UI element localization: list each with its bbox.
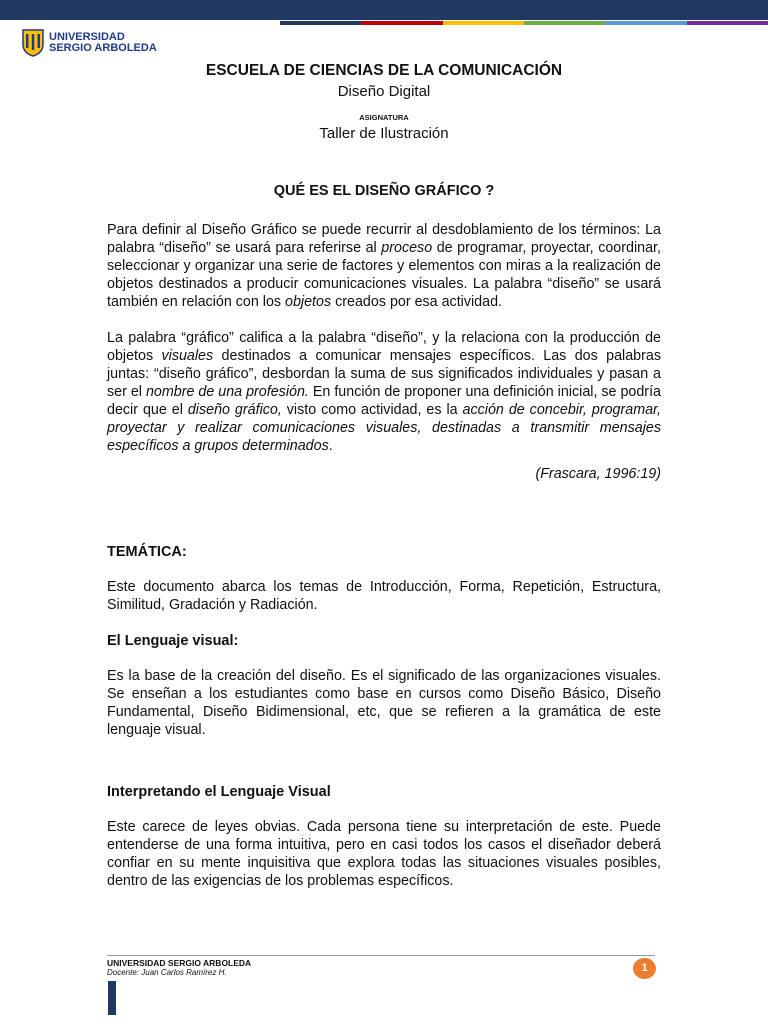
heading-tematica: TEMÁTICA:: [107, 544, 187, 560]
emphasis-objetos: objetos: [285, 294, 332, 310]
stripe-5: [605, 21, 686, 25]
text-run: creados por esa actividad.: [331, 294, 503, 310]
stripe-1: [280, 21, 361, 25]
emphasis-definition: acción de concebir, programar, proyectar y realizar comunicaciones visuales, destinadas a transmitir mensajes específicos a grupos determinados: [107, 402, 661, 454]
emphasis-visuales: visuales: [161, 348, 214, 364]
text-run: Para definir al Diseño Gráfico se puede recurrir al desdoblamiento de los términos: La palabra “diseño” se usará para referirse al: [107, 222, 661, 256]
course-name: Taller de Ilustración: [319, 125, 449, 142]
heading-interpretando: Interpretando el Lenguaje Visual: [107, 784, 331, 800]
paragraph-lenguaje-visual: Es la base de la creación del diseño. Es el significado de las organizaciones visuales. Se enseñan a los estudiantes como base en cursos como Diseño Básico, Diseño Fundamental, Diseño Bidimensional, etc, que se refieren a la gramática de este lenguaje visual.: [107, 668, 661, 738]
footer-docente: Docente: Juan Carlos Ramírez H.: [107, 968, 227, 977]
university-logo: [22, 29, 157, 57]
page-title: QUÉ ES EL DISEÑO GRÁFICO ?: [273, 183, 495, 199]
stripe-2: [361, 21, 442, 25]
paragraph-interpretando: Este carece de leyes obvias. Cada persona tiene su interpretación de este. Puede entenderse de una forma intuitiva, pero en casi todos los casos el diseñador deberá confiar en su mente inquisitiva que explora todas las situaciones visuales posibles, dentro de las exigencias de los problemas específicos.: [107, 819, 661, 889]
footer-accent-bar: [108, 981, 116, 1015]
logo-line-1: UNIVERSIDAD: [49, 31, 125, 43]
school-name: ESCUELA DE CIENCIAS DE LA COMUNICACIÓN: [205, 62, 563, 79]
citation: (Frascara, 1996:19): [535, 466, 661, 482]
top-header-bar: [0, 0, 768, 20]
logo-line-2: SERGIO ARBOLEDA: [49, 42, 157, 54]
shield-icon: [22, 29, 44, 57]
program-name: Diseño Digital: [337, 83, 431, 100]
paragraph-grafico: [107, 329, 661, 455]
text-run: de programar, proyectar, coordinar, seleccionar y organizar una serie de factores y elementos con miras a la realización de objetos destinados a producir comunicaciones visuales. La palabra “diseño” se usará también en relación con los: [107, 240, 661, 310]
page-number-badge: 1: [633, 958, 656, 979]
stripe-6: [687, 21, 768, 25]
text-run: La palabra “gráfico” califica a la palabra “diseño”, y la relaciona con la producción de objetos: [107, 330, 661, 364]
heading-lenguaje-visual: El Lenguaje visual:: [107, 633, 239, 649]
footer-university: UNIVERSIDAD SERGIO ARBOLEDA: [107, 958, 252, 968]
emphasis-diseno-grafico: diseño gráfico,: [187, 402, 282, 418]
emphasis-proceso: proceso: [381, 240, 433, 256]
text-run: visto como actividad, es la: [281, 402, 463, 418]
color-stripes: [280, 21, 768, 25]
footer-divider: [107, 955, 655, 956]
stripe-4: [524, 21, 605, 25]
paragraph-definition: [107, 221, 661, 311]
text-run: .: [328, 438, 333, 454]
text-run: En función de proponer una definición inicial, se podría decir que el: [107, 384, 661, 418]
stripe-3: [443, 21, 524, 25]
asignatura-label: ASIGNATURA: [359, 113, 409, 122]
emphasis-profesion: nombre de una profesión.: [145, 384, 309, 400]
paragraph-tematica: Este documento abarca los temas de Introducción, Forma, Repetición, Estructura, Similitud, Gradación y Radiación.: [107, 579, 661, 613]
document-header: [0, 62, 768, 142]
document-body: [107, 182, 661, 890]
text-run: destinados a comunicar mensajes específicos. Las dos palabras juntas: “diseño gráfico”, desbordan la suma de sus significados individuales y pasan a ser el: [107, 348, 661, 400]
